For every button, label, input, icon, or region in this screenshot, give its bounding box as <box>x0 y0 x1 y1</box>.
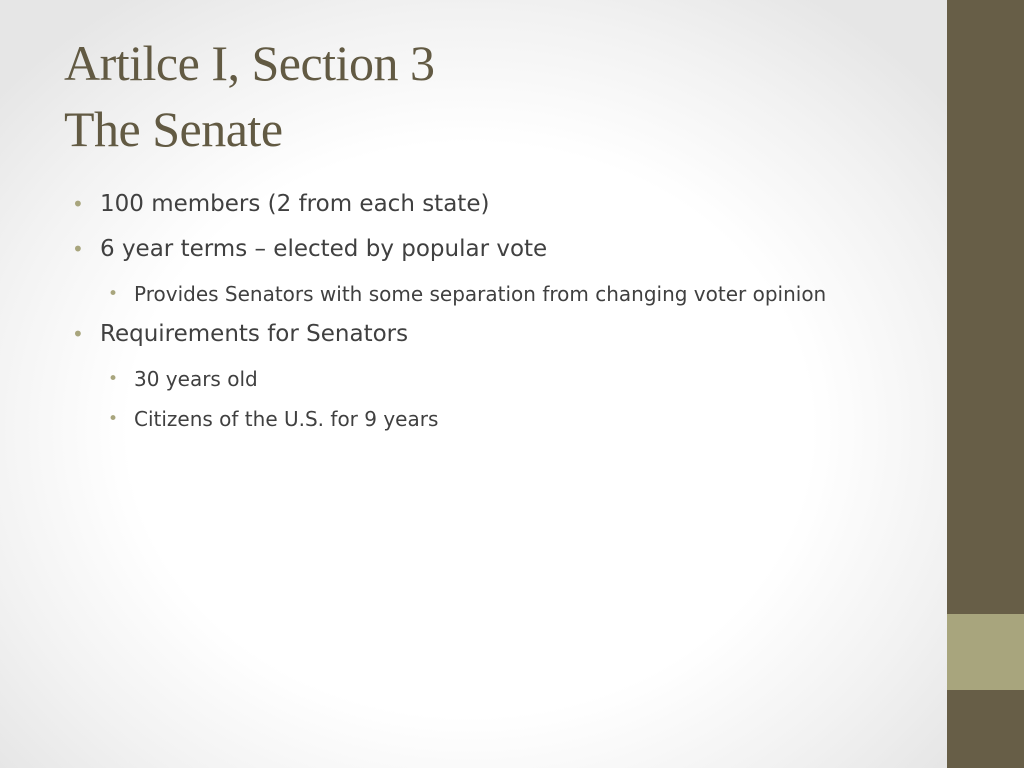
bullet-text: Requirements for Senators <box>100 321 409 347</box>
slide-title <box>64 30 924 162</box>
bullet-icon: • <box>72 192 84 216</box>
bullet-text: 30 years old <box>134 367 258 391</box>
bullet-icon: • <box>108 369 119 389</box>
title-line-2: The Senate <box>64 101 283 157</box>
title-line-1: Artilce I, Section 3 <box>64 35 435 91</box>
bullet-list <box>72 187 932 442</box>
bullet-item-requirements <box>72 317 932 351</box>
sub-bullet-item-citizenship <box>72 402 932 436</box>
sub-bullet-item-separation <box>72 277 932 311</box>
bullet-item-members <box>72 187 932 221</box>
bullet-icon: • <box>108 409 119 429</box>
bullet-icon: • <box>72 322 84 346</box>
side-accent-block <box>947 614 1024 690</box>
bullet-text: Provides Senators with some separation from changing voter opinion <box>134 282 827 306</box>
bullet-icon: • <box>72 237 84 261</box>
sub-bullet-item-age <box>72 362 932 396</box>
bullet-text: 100 members (2 from each state) <box>100 191 490 217</box>
bullet-text: Citizens of the U.S. for 9 years <box>134 407 439 431</box>
bullet-icon: • <box>108 284 119 304</box>
bullet-item-terms <box>72 232 932 266</box>
bullet-text: 6 year terms – elected by popular vote <box>100 236 548 262</box>
